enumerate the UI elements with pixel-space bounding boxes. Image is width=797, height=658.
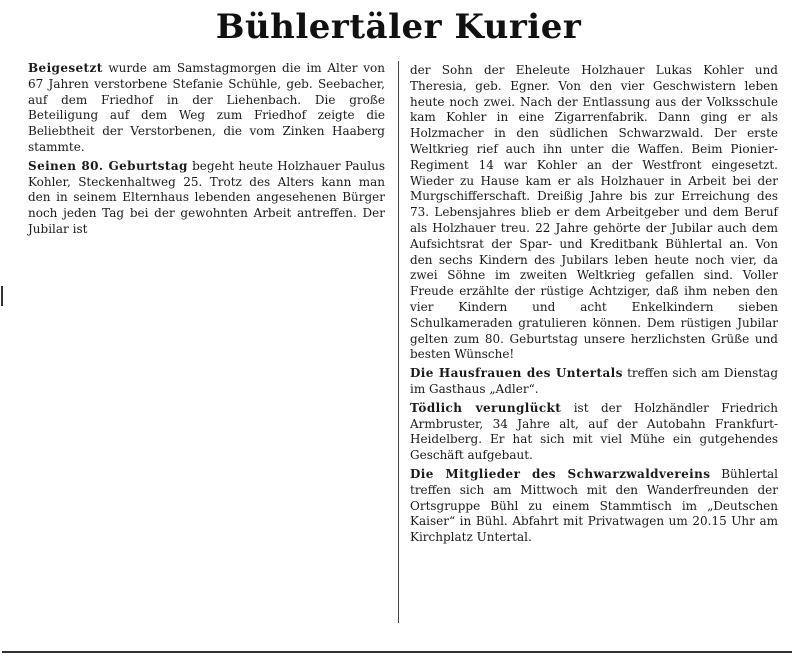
news-item-lead: Tödlich verunglückt [410,400,562,415]
newspaper-masthead: Bühlertäler Kurier [215,7,582,47]
news-item-black-forest-club [410,467,778,546]
news-item-body: ist der Holzhändler Friedrich Armbruster, 34 Jahre alt, auf der Autobahn Frankfurt-Heidelberg. Er hat sich mit viel Mühe ein gutgehendes Geschäft aufgebaut. [410,400,778,463]
news-item-lead: Die Mitglieder des Schwarzwaldvereins [410,466,711,481]
news-item-body: Bühlertal treffen sich am Mittwoch mit den Wanderfreunden der Ortsgruppe Bühl zu einem Stammtisch im „Deutschen Kaiser“ in Bühl. Abfahrt mit Privatwagen um 20.15 Uhr am Kirchplatz Untertal. [410,466,778,545]
news-item-birthday-continued [410,63,778,363]
column-divider [398,61,399,623]
bottom-rule [2,651,792,653]
news-item-lead: Seinen 80. Geburtstag [28,158,188,173]
news-item-body: wurde am Samstagmorgen die im Alter von 67 Jahren verstorbene Stefanie Schühle, geb. Seebacher, auf dem Friedhof in der Liehenbach. Die große Beteiligung auf dem Weg zum Friedhof zeigte die Beliebtheit der Verstorbenen, die vom Zinken Haaberg stammte. [28,61,385,154]
news-item-body: der Sohn der Eheleute Holzhauer Lukas Kohler und Theresia, geb. Egner. Von den vier Geschwistern leben heute noch zwei. Nach der Entlassung aus der Volksschule kam Kohler in eine Zigarrenfabrik. Dann ging er als Holzmacher in den südlichen Schwarzwald. Der erste Weltkrieg rief auch ihn unter die Waffen. Beim Pionier-Regiment 14 war Kohler an der Westfront eingesetzt. Wieder zu Hause kam er als Holzhauer in Arbeit bei der Murgschifferschaft. Dreißig Jahre bis zur Erreichung des 73. Lebensjahres blieb er dem Arbeitgeber und dem Beruf als Holzhauer treu. 22 Jahre gehörte der Jubilar auch dem Aufsichtsrat der Spar- und Kreditbank Bühlertal an. Von den sechs Kindern des Jubilars leben heute noch vier, da zwei Söhne im zweiten Weltkrieg gefallen sind. Voller Freude erzählte der rüstige Achtziger, daß ihm neben den vier Kindern und acht Enkelkindern sieben Schulkameraden gratulieren können. Dem rüstigen Jubilar gelten zum 80. Geburtstag unsere herzlichsten Grüße und besten Wünsche! [410,63,778,362]
news-item-body: begeht heute Holzhauer Paulus Kohler, Steckenhaltweg 25. Trotz des Alters kann man den in seinem Elternhaus lebenden angesehenen Bürger noch jeden Tag bei der gewohnten Arbeit antreffen. Der Jubilar ist [28,158,386,236]
news-item-birthday [28,159,385,238]
news-item-body: treffen sich am Dienstag im Gasthaus „Adler“. [410,366,778,396]
left-column [28,61,385,241]
news-item-lead: Beigesetzt [28,61,103,75]
news-item-lead: Die Hausfrauen des Untertals [410,366,623,381]
news-item-burial [28,61,385,156]
news-item-accident [410,401,778,464]
margin-mark [1,286,3,306]
right-column [410,63,778,549]
news-item-housewives [410,366,778,398]
